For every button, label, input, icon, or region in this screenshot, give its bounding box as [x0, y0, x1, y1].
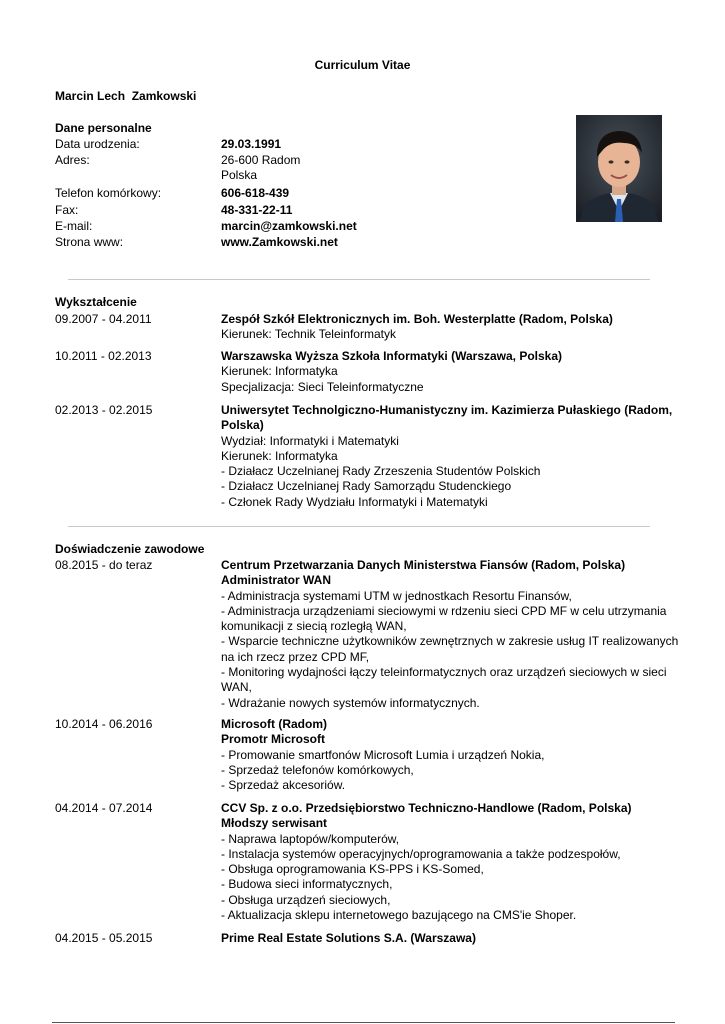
phone-label: Telefon komórkowy:	[55, 186, 162, 200]
birth-value: 29.03.1991	[221, 137, 282, 151]
entry-line: - Promowanie smartfonów Microsoft Lumia i urządzeń Nokia,	[221, 747, 545, 762]
entry-date: 09.2007 - 04.2011	[55, 312, 152, 326]
divider-2	[68, 526, 650, 527]
entry-date: 04.2015 - 05.2015	[55, 931, 153, 945]
personal-heading: Dane personalne	[55, 121, 152, 135]
entry-heading: Microsoft (Radom)	[221, 717, 327, 731]
entry-line: - Administracja systemami UTM w jednostkach Resortu Finansów,	[221, 588, 572, 603]
address-label: Adres:	[55, 153, 90, 167]
entry-line: - Wdrażanie nowych systemów informatycznych.	[221, 695, 480, 710]
entry-line: - Obsługa oprogramowania KS-PPS i KS-Somed,	[221, 862, 484, 877]
experience-heading: Doświadczenie zawodowe	[55, 542, 205, 556]
entry-heading: Uniwersytet Technolgiczno-Humanistyczny im. Kazimierza Pułaskiego (Radom, Polska)	[221, 403, 673, 433]
education-heading: Wykształcenie	[55, 295, 137, 309]
address-line-2: Polska	[221, 168, 258, 183]
education-entry	[55, 349, 690, 395]
entry-body	[221, 312, 690, 343]
fax-value: 48-331-22-11	[221, 203, 293, 217]
entry-body	[221, 558, 690, 711]
portrait-image	[576, 115, 662, 222]
entry-body	[221, 403, 690, 510]
entry-line: Specjalizacja: Sieci Teleinformatyczne	[221, 379, 424, 394]
experience-entry	[55, 717, 690, 793]
birth-label: Data urodzenia:	[55, 137, 140, 151]
entry-line: - Wsparcie techniczne użytkowników zewnętrznych w zakresie usług IT realizowanych na ich rzecz przez CPD MF,	[221, 634, 679, 664]
entry-heading: Administrator WAN	[221, 573, 332, 588]
entry-line: Kierunek: Informatyka	[221, 364, 338, 379]
experience-entry	[55, 558, 690, 711]
entry-line: - Naprawa laptopów/komputerów,	[221, 831, 400, 846]
entry-date: 08.2015 - do teraz	[55, 558, 153, 572]
entry-line: Kierunek: Informatyka	[221, 448, 338, 463]
education-entry	[55, 312, 690, 343]
profile-photo	[576, 115, 662, 222]
entry-line: - Instalacja systemów operacyjnych/oprogramowania a także podzespołów,	[221, 846, 621, 861]
entry-line: - Aktualizacja sklepu internetowego bazującego na CMS'ie Shoper.	[221, 908, 577, 923]
entry-line: - Administracja urządzeniami sieciowymi w rdzeniu sieci CPD MF w celu utrzymania komunikacji z siecią rozległą WAN,	[221, 603, 667, 634]
entry-line: - Monitoring wydajności łączy teleinformatycznych oraz urządzeń sieciowych w sieci WAN,	[221, 665, 667, 695]
document-title: Curriculum Vitae	[314, 58, 411, 72]
page-bottom-rule	[52, 1022, 675, 1023]
entry-date: 10.2011 - 02.2013	[55, 349, 152, 363]
entry-heading: Prime Real Estate Solutions S.A. (Warszawa)	[221, 931, 476, 945]
entry-date: 10.2014 - 06.2016	[55, 717, 153, 731]
entry-heading: Promotr Microsoft	[221, 732, 326, 747]
entry-heading: Centrum Przetwarzania Danych Ministerstwa Fiansów (Radom, Polska)	[221, 558, 626, 572]
email-value[interactable]: marcin@zamkowski.net	[221, 219, 357, 233]
entry-heading: Zespół Szkół Elektronicznych im. Boh. Westerplatte (Radom, Polska)	[221, 312, 613, 326]
experience-entry	[55, 931, 690, 946]
entry-line: - Budowa sieci informatycznych,	[221, 877, 393, 892]
entry-line: - Członek Rady Wydziału Informatyki i Matematyki	[221, 494, 488, 509]
person-name: Marcin Lech Zamkowski	[55, 89, 197, 103]
entry-line: Kierunek: Technik Teleinformatyk	[221, 327, 396, 342]
email-label: E-mail:	[55, 219, 93, 233]
entry-body	[221, 349, 690, 395]
experience-entry	[55, 801, 690, 923]
entry-body	[221, 801, 690, 923]
education-entry	[55, 403, 690, 510]
entry-body	[221, 717, 690, 793]
entry-line: - Sprzedaż telefonów komórkowych,	[221, 762, 414, 777]
www-row	[55, 235, 685, 250]
www-value[interactable]: www.Zamkowski.net	[221, 235, 338, 249]
entry-date: 04.2014 - 07.2014	[55, 801, 153, 815]
entry-date: 02.2013 - 02.2015	[55, 403, 153, 417]
entry-heading: CCV Sp. z o.o. Przedsiębiorstwo Techniczno-Handlowe (Radom, Polska)	[221, 801, 632, 815]
address-line-1: 26-600 Radom	[221, 153, 301, 167]
entry-line: - Obsługa urządzeń sieciowych,	[221, 892, 391, 907]
www-label: Strona www:	[55, 235, 124, 249]
divider-1	[68, 279, 650, 280]
entry-line: - Sprzedaż akcesoriów.	[221, 778, 346, 793]
fax-label: Fax:	[55, 203, 79, 217]
entry-body	[221, 931, 690, 946]
entry-heading: Warszawska Wyższa Szkoła Informatyki (Warszawa, Polska)	[221, 349, 563, 363]
entry-line: - Działacz Uczelnianej Rady Zrzeszenia Studentów Polskich	[221, 464, 541, 479]
phone-value: 606-618-439	[221, 186, 290, 200]
entry-heading: Młodszy serwisant	[221, 816, 328, 831]
entry-line: - Działacz Uczelnianej Rady Samorządu Studenckiego	[221, 479, 512, 494]
entry-line: Wydział: Informatyki i Matematyki	[221, 433, 399, 448]
